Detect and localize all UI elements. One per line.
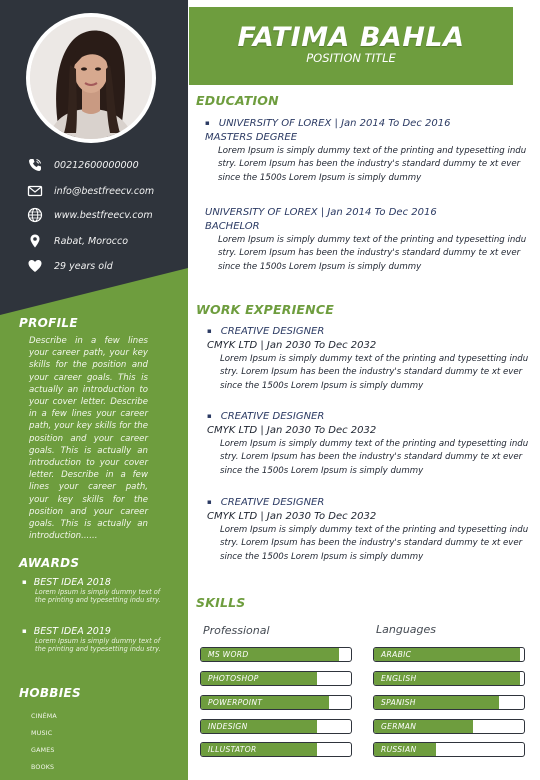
award-item <box>22 577 162 605</box>
phone-icon <box>27 157 43 173</box>
work-role: ▪ CREATIVE DESIGNER <box>207 326 537 337</box>
language-label: ENGLISH <box>381 674 417 683</box>
hobbies-heading: HOBBIES <box>19 686 81 700</box>
education-entry <box>205 207 535 274</box>
heart-icon <box>27 258 43 274</box>
skill-label: INDESIGN <box>208 722 248 731</box>
work-entry <box>207 497 537 564</box>
contact-location-text: Rabat, Morocco <box>54 235 129 247</box>
education-school-dates: UNIVERSITY OF LOREX | Jan 2014 To Dec 2016 <box>205 207 437 218</box>
skill-label: ILLUSTATOR <box>208 745 257 754</box>
contact-phone-text: 00212600000000 <box>54 159 139 171</box>
contact-website-text[interactable]: www.bestfreecv.com <box>54 209 153 221</box>
name-banner <box>189 7 513 85</box>
mail-icon <box>27 183 43 199</box>
contact-age-text: 29 years old <box>54 260 113 272</box>
location-pin-icon <box>27 233 43 249</box>
education-desc: Lorem Ipsum is simply dummy text of the printing and typesetting indu stry. Lorem Ipsum has been the industry's standard dummy te xt ever since the 1500s Lorem Ipsum is simply dummy <box>218 235 527 272</box>
position-title: POSITION TITLE <box>306 51 396 65</box>
profile-photo-frame <box>26 13 156 143</box>
education-degree: BACHELOR <box>205 221 260 232</box>
contact-website <box>27 207 153 223</box>
work-desc: Lorem Ipsum is simply dummy text of the printing and typesetting indu stry. Lorem Ipsum has been the industry's standard dummy te xt ever since the 1500s Lorem Ipsum is simply dummy <box>220 525 529 562</box>
contact-phone <box>27 157 139 173</box>
language-bar <box>373 742 525 757</box>
work-heading: WORK EXPERIENCE <box>196 302 334 317</box>
language-label: RUSSIAN <box>381 745 417 754</box>
left-sidebar <box>0 0 188 780</box>
skill-bar <box>200 742 352 757</box>
contact-email-text[interactable]: info@bestfreecv.com <box>54 185 155 197</box>
work-entry <box>207 326 537 393</box>
language-bar <box>373 647 525 662</box>
profile-heading: PROFILE <box>19 316 78 330</box>
work-company-dates: CMYK LTD | Jan 2030 To Dec 2032 <box>207 511 377 522</box>
skill-bar <box>200 671 352 686</box>
education-desc: Lorem Ipsum is simply dummy text of the printing and typesetting indu stry. Lorem Ipsum has been the industry's standard dummy te xt ever since the 1500s Lorem Ipsum is simply dummy <box>218 146 527 183</box>
language-bar <box>373 719 525 734</box>
award-desc: Lorem Ipsum is simply dummy text of the printing and typesetting indu stry. <box>35 588 161 605</box>
work-role: ▪ CREATIVE DESIGNER <box>207 411 537 422</box>
skill-bar <box>200 647 352 662</box>
language-label: ARABIC <box>381 650 412 659</box>
profile-photo <box>30 17 152 139</box>
education-heading: EDUCATION <box>196 93 279 108</box>
language-bar <box>373 695 525 710</box>
professional-skills-heading: Professional <box>203 624 270 637</box>
education-degree: MASTERS DEGREE <box>205 132 298 143</box>
skills-heading: SKILLS <box>196 595 246 610</box>
skill-label: POWERPOINT <box>208 698 263 707</box>
skill-bar <box>200 719 352 734</box>
candidate-name: FATIMA BAHLA <box>237 22 465 53</box>
award-desc: Lorem Ipsum is simply dummy text of the printing and typesetting indu stry. <box>35 637 161 654</box>
work-entry <box>207 411 537 478</box>
award-title: ▪ BEST IDEA 2018 <box>22 577 162 588</box>
languages-heading: Languages <box>376 623 437 636</box>
skill-bar <box>200 695 352 710</box>
contact-age <box>27 258 113 274</box>
work-desc: Lorem Ipsum is simply dummy text of the printing and typesetting indu stry. Lorem Ipsum has been the industry's standard dummy te xt ever since the 1500s Lorem Ipsum is simply dummy <box>220 439 529 476</box>
work-role: ▪ CREATIVE DESIGNER <box>207 497 537 508</box>
language-label: GERMAN <box>381 722 417 731</box>
work-company-dates: CMYK LTD | Jan 2030 To Dec 2032 <box>207 425 377 436</box>
hobby-item: MUSIC <box>31 730 53 737</box>
hobby-item: CINÉMA <box>31 713 57 720</box>
contact-email <box>27 183 155 199</box>
globe-icon <box>27 207 43 223</box>
profile-text: Describe in a few lines your career path, your key skills for the position and your career goals. This is actually an introduction to your cover letter. Describe in a few lines your career path, your key skills for the position and your career goals. This is actually an introduction to your cover letter. Describe in a few lines your career path, your key skills for the position and your career goals. This is actually an introduction...... <box>29 336 148 542</box>
education-school-dates: ▪ UNIVERSITY OF LOREX | Jan 2014 To Dec 2016 <box>205 118 535 129</box>
skill-label: MS WORD <box>208 650 249 659</box>
award-title: ▪ BEST IDEA 2019 <box>22 626 162 637</box>
language-label: SPANISH <box>381 698 416 707</box>
work-desc: Lorem Ipsum is simply dummy text of the printing and typesetting indu stry. Lorem Ipsum has been the industry's standard dummy te xt ever since the 1500s Lorem Ipsum is simply dummy <box>220 354 529 391</box>
language-bar <box>373 671 525 686</box>
awards-heading: AWARDS <box>19 556 80 570</box>
award-item <box>22 626 162 654</box>
education-entry <box>205 118 535 185</box>
hobby-item: GAMES <box>31 747 55 754</box>
skill-label: PHOTOSHOP <box>208 674 259 683</box>
work-company-dates: CMYK LTD | Jan 2030 To Dec 2032 <box>207 340 377 351</box>
hobby-item: BOOKS <box>31 764 55 771</box>
contact-location <box>27 233 129 249</box>
